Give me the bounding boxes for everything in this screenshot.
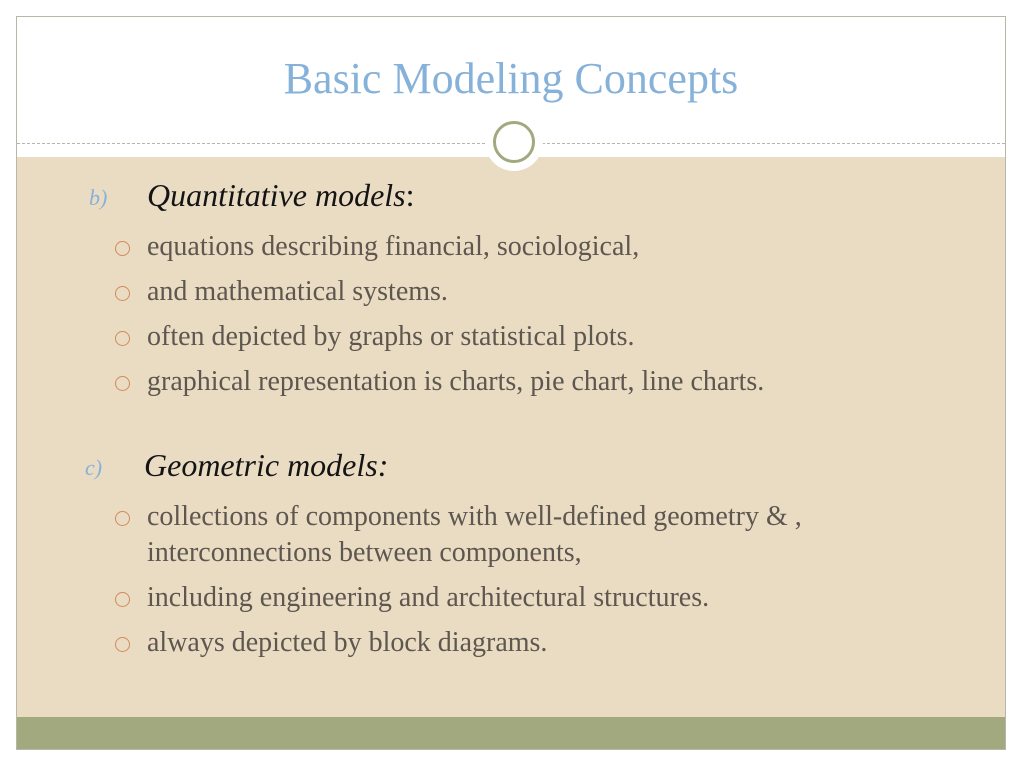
list-item: often depicted by graphs or statistical plots. [147, 321, 635, 352]
divider-ring-inner [493, 121, 535, 163]
list-item: always depicted by block diagrams. [147, 627, 548, 658]
content-body [17, 157, 1005, 717]
divider-ring-icon [485, 113, 543, 171]
section-marker-c: c) [85, 455, 103, 480]
bullet-circle-icon [115, 331, 130, 346]
bullet-circle-icon [115, 241, 130, 256]
content-area [17, 157, 1005, 717]
bullet-circle-icon [115, 286, 130, 301]
bullet-circle-icon [115, 376, 130, 391]
list-item: graphical representation is charts, pie chart, line charts. [147, 366, 765, 397]
list-item: including engineering and architectural structures. [147, 582, 710, 613]
list-item: equations describing financial, sociological, [147, 231, 640, 262]
list-item: collections of components with well-defined geometry & , interconnections between components, [147, 501, 802, 568]
footer-bar [17, 717, 1005, 750]
slide [16, 16, 1006, 750]
section-heading-quantitative-text: Quantitative models [147, 177, 406, 213]
section-heading-geometric [144, 447, 388, 484]
slide-title: Basic Modeling Concepts [283, 54, 739, 103]
section-marker-b: b) [89, 185, 108, 210]
bullet-circle-icon [115, 592, 130, 607]
section-heading-geometric-text: Geometric models: [144, 447, 389, 483]
bullet-circle-icon [115, 637, 130, 652]
bullet-circle-icon [115, 511, 130, 526]
list-item: and mathematical systems. [147, 276, 448, 307]
section-heading-quantitative-suffix: : [405, 177, 415, 213]
section-heading-quantitative [147, 177, 415, 214]
